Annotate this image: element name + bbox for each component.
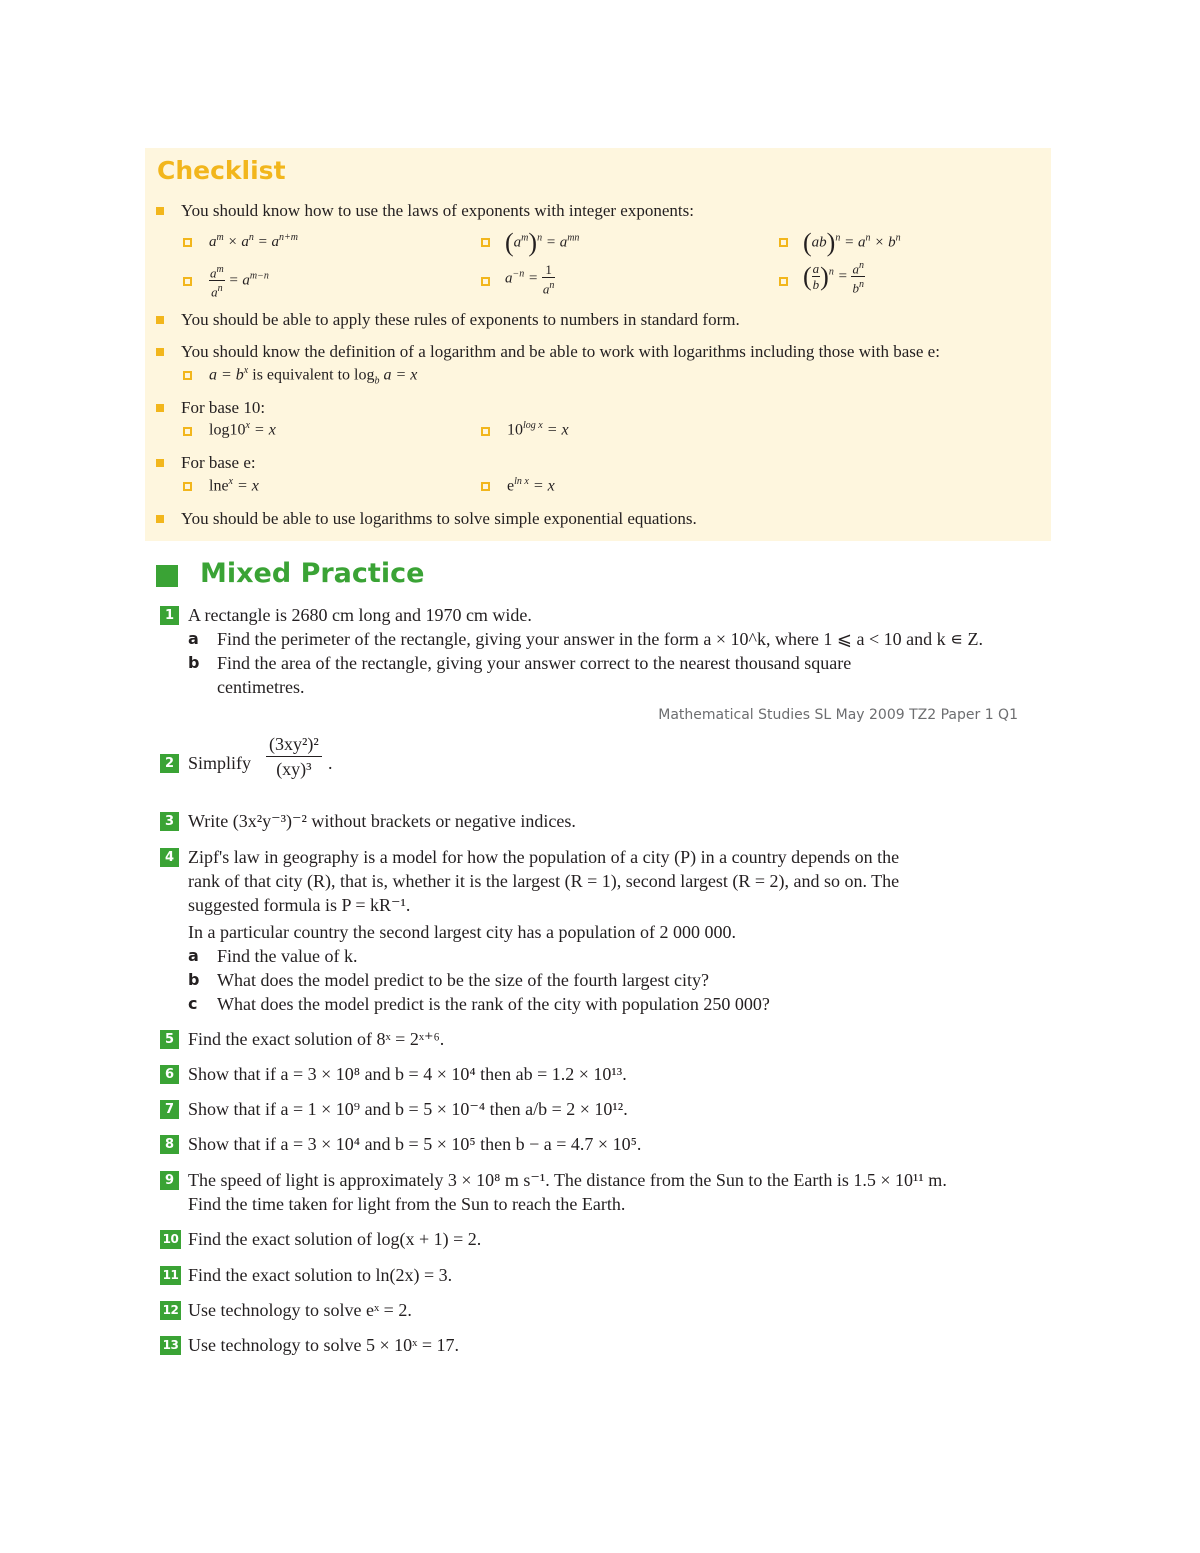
question-text: Find the exact solution to ln(2x) = 3. bbox=[188, 1265, 453, 1285]
question-source: Mathematical Studies SL May 2009 TZ2 Paper 1 Q1 bbox=[658, 707, 1018, 723]
checkbox-icon bbox=[183, 482, 192, 491]
checkbox-icon bbox=[183, 238, 192, 247]
formula-10-log: $10^{log x} = x$ bbox=[507, 420, 569, 439]
question-number: 9 bbox=[160, 1171, 179, 1190]
question-text: A rectangle is 2680 cm long and 1970 cm wide. bbox=[188, 605, 532, 625]
question-number: 7 bbox=[160, 1100, 179, 1119]
part-text: Find the area of the rectangle, giving your answer correct to the nearest thousand square bbox=[217, 653, 852, 673]
checklist-item-text: You should be able to use logarithms to solve simple exponential equations. bbox=[181, 509, 697, 528]
formula-multiply: $a^m \times a^n = a^{n+m}$ bbox=[209, 232, 298, 250]
question-number: 12 bbox=[160, 1301, 181, 1320]
question-text: suggested formula is P = kR⁻¹. bbox=[188, 895, 411, 915]
question-text: Use technology to solve eˣ = 2. bbox=[188, 1300, 412, 1320]
question-text: Use technology to solve 5 × 10ˣ = 17. bbox=[188, 1335, 459, 1355]
question-number: 6 bbox=[160, 1065, 179, 1084]
checklist-title: Checklist bbox=[157, 156, 286, 185]
question-text: The speed of light is approximately 3 × 10⁸ m s⁻¹. The distance from the Sun to the Earth is 1.5 × 10¹¹ m. bbox=[188, 1170, 947, 1190]
formula-log-definition: $a = b^x$ is equivalent to $\log_b a = x$ bbox=[209, 365, 418, 387]
checkbox-icon bbox=[481, 238, 490, 247]
bullet-icon bbox=[156, 316, 164, 324]
question-number: 5 bbox=[160, 1030, 179, 1049]
question-number: 10 bbox=[160, 1230, 181, 1249]
checkbox-icon bbox=[779, 277, 788, 286]
question-text: rank of that city (R), that is, whether it is the largest (R = 1), second largest (R = 2), and so on. The bbox=[188, 871, 900, 891]
checkbox-icon bbox=[481, 277, 490, 286]
formula-divide: $\frac{a^m}{a^n}$ = $a^{m-n}$ bbox=[210, 264, 269, 300]
checkbox-icon bbox=[183, 371, 192, 380]
question-number: 8 bbox=[160, 1135, 179, 1154]
question-number: 3 bbox=[160, 812, 179, 831]
question-number: 4 bbox=[160, 848, 179, 867]
question-text: Write (3x²y⁻³)⁻² without brackets or negative indices. bbox=[188, 811, 576, 831]
bullet-icon bbox=[156, 515, 164, 523]
part-letter: a bbox=[188, 629, 199, 648]
part-text: Find the perimeter of the rectangle, giving your answer in the form a × 10^k, where 1 ⩽ a < 10 and k ∊ Z. bbox=[217, 629, 984, 649]
bullet-icon bbox=[156, 207, 164, 215]
section-square-icon bbox=[156, 565, 178, 587]
part-text-continued: centimetres. bbox=[217, 677, 305, 697]
question-text: In a particular country the second largest city has a population of 2 000 000. bbox=[188, 922, 737, 942]
checkbox-icon bbox=[183, 277, 192, 286]
checklist-item-text: You should be able to apply these rules of exponents to numbers in standard form. bbox=[181, 310, 740, 329]
checklist-item-text: For base e: bbox=[181, 453, 256, 472]
part-text: Find the value of k. bbox=[217, 946, 358, 966]
question-number: 11 bbox=[160, 1266, 181, 1285]
bullet-icon bbox=[156, 348, 164, 356]
question-text: Find the exact solution of 8ˣ = 2ˣ⁺⁶. bbox=[188, 1029, 445, 1049]
checkbox-icon bbox=[779, 238, 788, 247]
checklist-item-text: You should know the definition of a logarithm and be able to work with logarithms including those with base e: bbox=[181, 342, 940, 361]
formula-negative: $a^{-n}$ = $\frac{1}{a^n}$ bbox=[505, 262, 555, 297]
formula-product: $(ab)^n = a^n \times b^n$ bbox=[803, 228, 901, 257]
fraction-denominator: (xy)³ bbox=[276, 759, 312, 779]
question-text: Find the exact solution of log(x + 1) = 2. bbox=[188, 1229, 482, 1249]
question-text: Show that if a = 3 × 10⁸ and b = 4 × 10⁴ then ab = 1.2 × 10¹³. bbox=[188, 1064, 627, 1084]
question-number: 1 bbox=[160, 606, 179, 625]
bullet-icon bbox=[156, 459, 164, 467]
fraction-numerator: (3xy²)² bbox=[266, 732, 322, 757]
formula-ln: lne$^x$ = x bbox=[209, 476, 259, 495]
question-text: Zipf's law in geography is a model for how the population of a city (P) in a country depends on the bbox=[188, 847, 900, 867]
checkbox-icon bbox=[183, 427, 192, 436]
question-text: Find the time taken for light from the Sun to reach the Earth. bbox=[188, 1194, 626, 1214]
checkbox-icon bbox=[481, 482, 490, 491]
part-letter: c bbox=[188, 994, 198, 1013]
period: . bbox=[328, 753, 333, 773]
part-text: What does the model predict is the rank of the city with population 250 000? bbox=[217, 994, 770, 1014]
question-text: Show that if a = 1 × 10⁹ and b = 5 × 10⁻⁴ then a/b = 2 × 10¹². bbox=[188, 1099, 628, 1119]
checkbox-icon bbox=[481, 427, 490, 436]
simplify-fraction bbox=[266, 732, 322, 781]
question-text: Simplify bbox=[188, 753, 252, 773]
question-text: Show that if a = 3 × 10⁴ and b = 5 × 10⁵ then b − a = 4.7 × 10⁵. bbox=[188, 1134, 642, 1154]
mixed-practice-title: Mixed Practice bbox=[200, 558, 425, 589]
checklist-item-text: You should know how to use the laws of exponents with integer exponents: bbox=[181, 201, 694, 220]
checklist-panel bbox=[145, 148, 1051, 541]
formula-e-ln: $e^{ln x} = x$ bbox=[507, 476, 555, 495]
formula-quotient: ( $\frac{a}{b}$ )$^n$ = $\frac{a^n}{b^n}$ bbox=[803, 260, 864, 296]
question-number: 13 bbox=[160, 1336, 181, 1355]
formula-log10: $\log 10^x = x$ bbox=[209, 420, 276, 439]
part-letter: a bbox=[188, 946, 199, 965]
formula-power: $(a^m)^n = a^{mn}$ bbox=[505, 228, 580, 257]
part-text: What does the model predict to be the size of the fourth largest city? bbox=[217, 970, 710, 990]
question-number: 2 bbox=[160, 754, 179, 773]
part-letter: b bbox=[188, 653, 200, 672]
checklist-item-text: For base 10: bbox=[181, 398, 266, 417]
part-letter: b bbox=[188, 970, 200, 989]
bullet-icon bbox=[156, 404, 164, 412]
